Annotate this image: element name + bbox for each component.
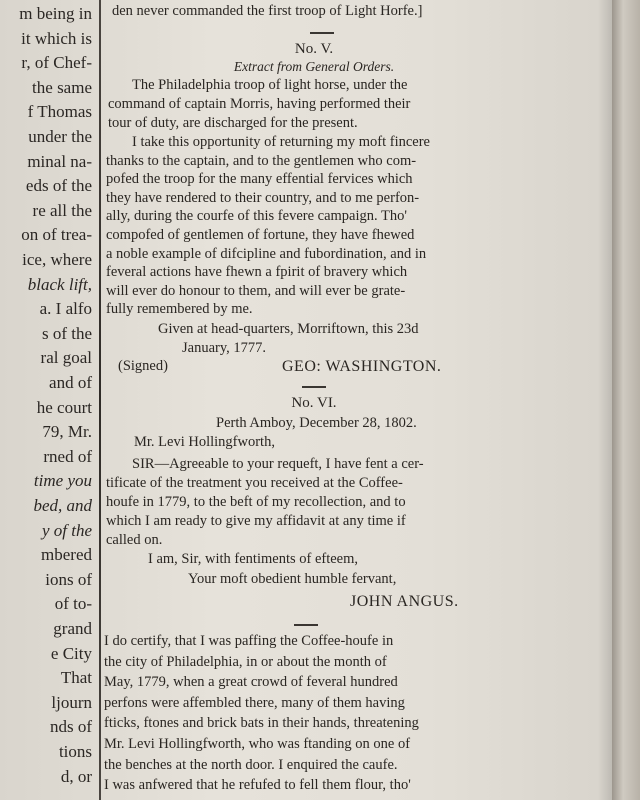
- text-line: fully remembered by me.: [106, 301, 253, 318]
- left-column-line: f Thomas: [27, 102, 92, 122]
- text-line: Mr. Levi Hollingfworth, who was ftanding on one of: [104, 736, 411, 752]
- text-line: a noble example of difcipline and fubordination, and in: [106, 245, 427, 262]
- closing-line-1: I am, Sir, with fentiments of efteem,: [148, 551, 359, 567]
- left-column-line: he court: [36, 397, 92, 417]
- column-rule: [99, 0, 101, 800]
- left-column-line: minal na-: [27, 151, 92, 171]
- text-line: I was anfwered that he refufed to fell them flour, tho': [104, 777, 411, 794]
- left-column-line: it which is: [21, 28, 92, 48]
- left-column-line: grand: [53, 619, 92, 638]
- left-column-line: black lift,: [27, 274, 92, 294]
- washington-signature: GEO: WASHINGTON.: [282, 358, 442, 375]
- left-column-line: e City: [50, 643, 92, 663]
- left-column-line: a. I alfo: [39, 299, 92, 319]
- page-edge: [612, 0, 640, 800]
- left-column-line: 79, Mr.: [42, 422, 92, 442]
- left-column-line: time you: [33, 471, 92, 491]
- text-line: tour of duty, are discharged for the present.: [108, 115, 358, 132]
- section-divider: [310, 32, 334, 34]
- left-column-line: and of: [49, 373, 92, 392]
- left-column-line: tions: [58, 742, 92, 761]
- left-column-line: of to-: [54, 594, 92, 614]
- place-date: Perth Amboy, December 28, 1802.: [216, 415, 417, 431]
- left-column-line: y of the: [41, 520, 92, 540]
- closing-line-2: Your moft obedient humble fervant,: [188, 571, 397, 587]
- text-line: command of captain Morris, having performed their: [108, 96, 411, 113]
- text-line: May, 1779, when a great crowd of feveral hundred: [104, 674, 398, 691]
- text-line: perfons were affembled there, many of them having: [104, 694, 405, 711]
- left-column-line: bed, and: [33, 496, 92, 515]
- left-column-line: ice, where: [22, 250, 92, 269]
- angus-signature: JOHN ANGUS.: [350, 593, 459, 610]
- text-line: the city of Philadelphia, in or about the month of: [104, 653, 387, 670]
- text-line: fticks, ftones and brick bats in their hands, threatening: [104, 715, 419, 732]
- left-column-line: under the: [28, 127, 92, 146]
- text-line: I do certify, that I was paffing the Coffee-houfe in: [104, 633, 394, 649]
- text-line: pofed the troop for the many effential fervices which: [106, 171, 413, 188]
- left-column-line: rned of: [43, 446, 92, 466]
- left-column-line: eds of the: [25, 176, 92, 196]
- section6-heading: No. VI.: [291, 395, 337, 411]
- left-column-line: nds of: [49, 717, 92, 737]
- main-column: [104, 0, 534, 800]
- text-line: they have rendered to their country, and to me perfon-: [106, 189, 420, 206]
- left-column-line: mbered: [41, 545, 92, 565]
- left-column-fragment: [0, 0, 96, 800]
- text-line: SIR—Agreeable to your requeft, I have fent a cer-: [132, 456, 424, 472]
- given-line: Given at head-quarters, Morriftown, this 23d: [158, 321, 419, 337]
- section-divider: [294, 624, 318, 626]
- left-column-line: re all the: [32, 200, 92, 220]
- text-line: tificate of the treatment you received at the Coffee-: [106, 475, 403, 491]
- addressee: Mr. Levi Hollingfworth,: [134, 434, 275, 450]
- text-line: the benches at the north door. I enquired the caufe.: [104, 756, 398, 773]
- left-column-line: ljourn: [51, 692, 92, 712]
- text-line: compofed of gentlemen of fortune, they have fhewed: [106, 227, 415, 243]
- text-line: which I am ready to give my affidavit at any time if: [106, 513, 406, 529]
- section5-subheading: Extract from General Orders.: [233, 59, 395, 74]
- left-column-line: That: [60, 668, 92, 688]
- text-line: called on.: [106, 532, 163, 548]
- text-line: ally, during the courfe of this fevere campaign. Tho': [106, 208, 407, 225]
- left-column-line: the same: [32, 77, 92, 97]
- left-column-line: d, or: [60, 766, 92, 786]
- left-column-line: ions of: [45, 569, 92, 589]
- left-column-line: m being in: [19, 4, 92, 23]
- text-line: The Philadelphia troop of light horse, under the: [132, 77, 408, 93]
- section5-heading: No. V.: [294, 41, 334, 57]
- text-line: houfe in 1779, to the beft of my recollection, and to: [106, 494, 406, 510]
- left-column-line: ral goal: [40, 348, 92, 368]
- left-column-line: s of the: [41, 323, 92, 343]
- section-divider: [302, 386, 326, 388]
- text-line: I take this opportunity of returning my moft fincere: [132, 134, 430, 150]
- date-line: January, 1777.: [182, 340, 267, 356]
- text-line: thanks to the captain, and to the gentlemen who com-: [106, 152, 417, 169]
- text-line: feveral actions have fhewn a fpirit of bravery which: [106, 264, 408, 281]
- left-column-line: on of trea-: [21, 225, 92, 245]
- top-line: den never commanded the first troop of Light Horfe.]: [112, 3, 423, 19]
- left-column-line: r, of Chef-: [21, 53, 92, 73]
- text-line: will ever do honour to them, and will ever be grate-: [106, 282, 406, 299]
- signed-label: (Signed): [118, 358, 168, 374]
